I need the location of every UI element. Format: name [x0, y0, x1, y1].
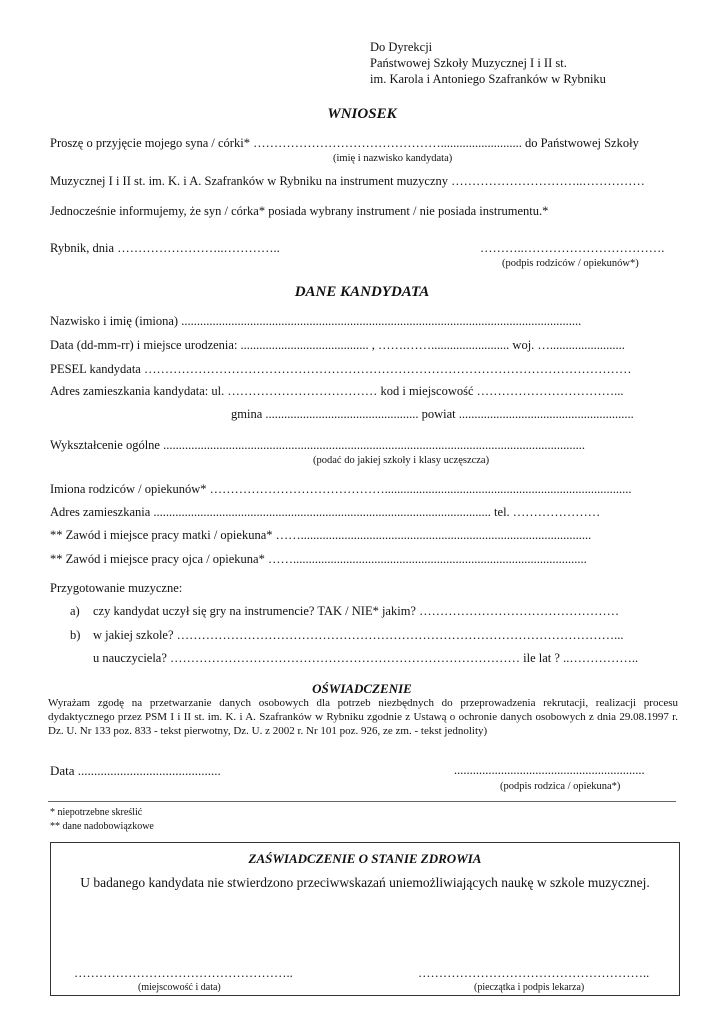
field-mother: ** Zawód i miejsce pracy matki / opiekuna* ……............................................................................................. [50, 528, 592, 542]
question-c-text: u nauczyciela? ………………………………………………………………………… ile lat ? ..…………….. [93, 651, 639, 665]
field-education: Wykształcenie ogólne ....................................................................................................................................... [50, 438, 585, 452]
request-line-2: Muzycznej I i II st. im. K. i A. Szafranków w Rybniku na instrument muzyczny …………………………..…………… [50, 174, 645, 188]
oswiadczenie-title: OŚWIADCZENIE [312, 681, 412, 696]
parents-signature-caption: (podpis rodziców / opiekunów*) [502, 258, 639, 269]
field-pesel: PESEL kandydata ……………………………………………………………………………………………………… [50, 362, 632, 376]
parents-signature-line: ………..……………………………. [480, 241, 665, 255]
question-b-label: b) [70, 628, 81, 642]
request-line-3: Jednocześnie informujemy, że syn / córka* posiada wybrany instrument / nie posiada instrumentu.* [50, 204, 549, 218]
health-certificate-text: U badanego kandydata nie stwierdzono przeciwwskazań uniemożliwiających naukę w szkole muzycznej. [80, 875, 650, 890]
declaration-date-field: Data ............................................ [50, 763, 221, 778]
health-place-date-caption: (miejscowość i data) [138, 982, 221, 993]
doctor-signature-line: ……………………………………………….. [418, 966, 650, 980]
field-address: Adres zamieszkania kandydata: ul. ……………………………… kod i miejscowość ……………………………... [50, 384, 624, 398]
question-a-label: a) [70, 604, 80, 618]
place-date-field: Rybnik, dnia ……………………..………….. [50, 241, 280, 255]
field-father: ** Zawód i miejsce pracy ojca / opiekuna* …….............................................................................................. [50, 552, 587, 566]
field-parents-address: Adres zamieszkania ............................................................................................................ tel. ………………… [50, 505, 601, 519]
recipient-line-3: im. Karola i Antoniego Szafranków w Rybniku [370, 72, 606, 86]
candidate-name-caption: (imię i nazwisko kandydata) [333, 153, 453, 164]
field-gmina: gmina ................................................. powiat ........................................................ [231, 407, 634, 421]
education-caption: (podać do jakiej szkoły i klasy uczęszcza) [313, 455, 490, 466]
dane-title: DANE KANDYDATA [294, 284, 430, 300]
field-name: Nazwisko i imię (imiona) ................................................................................................................................ [50, 314, 582, 328]
footnote-1: * niepotrzebne skreślić [50, 807, 143, 818]
recipient-line-1: Do Dyrekcji [370, 40, 433, 54]
field-parents: Imiona rodziców / opiekunów* ……………………………………............................................................................... [50, 482, 632, 496]
request-line-1: Proszę o przyjęcie mojego syna / córki* ……………………………………….......................... do Państwowej Szkoły [50, 136, 639, 150]
footnote-divider [48, 801, 676, 802]
recipient-line-2: Państwowej Szkoły Muzycznej I i II st. [370, 56, 567, 70]
music-preparation-label: Przygotowanie muzyczne: [50, 581, 183, 595]
wniosek-title: WNIOSEK [327, 106, 397, 122]
declaration-signature-line: ............................................................. [454, 763, 645, 777]
declaration-signature-caption: (podpis rodzica / opiekuna*) [500, 781, 621, 792]
health-certificate-title: ZAŚWIADCZENIE O STANIE ZDROWIA [248, 851, 482, 866]
question-a-text: czy kandydat uczył się gry na instrumencie? TAK / NIE* jakim? ………………………………………… [93, 604, 620, 618]
field-birth: Data (dd-mm-rr) i miejsce urodzenia: ......................................... , …….……......................... woj. …........................ [50, 338, 625, 352]
question-b-text: w jakiej szkole? ……………………………………………………………………………………………... [93, 628, 624, 642]
footnote-2: ** dane nadobowiązkowe [50, 821, 154, 832]
doctor-signature-caption: (pieczątka i podpis lekarza) [474, 982, 585, 993]
oswiadczenie-text: Wyrażam zgodę na przetwarzanie danych osobowych dla potrzeb niezbędnych do przeprowadzenia rekrutacji, realizacji procesu dydaktycznego przez PSM I i II st. im. K. i A. Szafranków w Rybniku zgodnie z Ustawą o ochronie danych osobowych z dnia 29.08.1997 r. Dz. U. Nr 133 poz. 833 - tekst pierwotny, Dz. U. z 2002 r. Nr 101 poz. 926, ze zm. - tekst jednolity) [48, 697, 678, 737]
health-place-date-line: …………………………………………….. [74, 966, 293, 980]
